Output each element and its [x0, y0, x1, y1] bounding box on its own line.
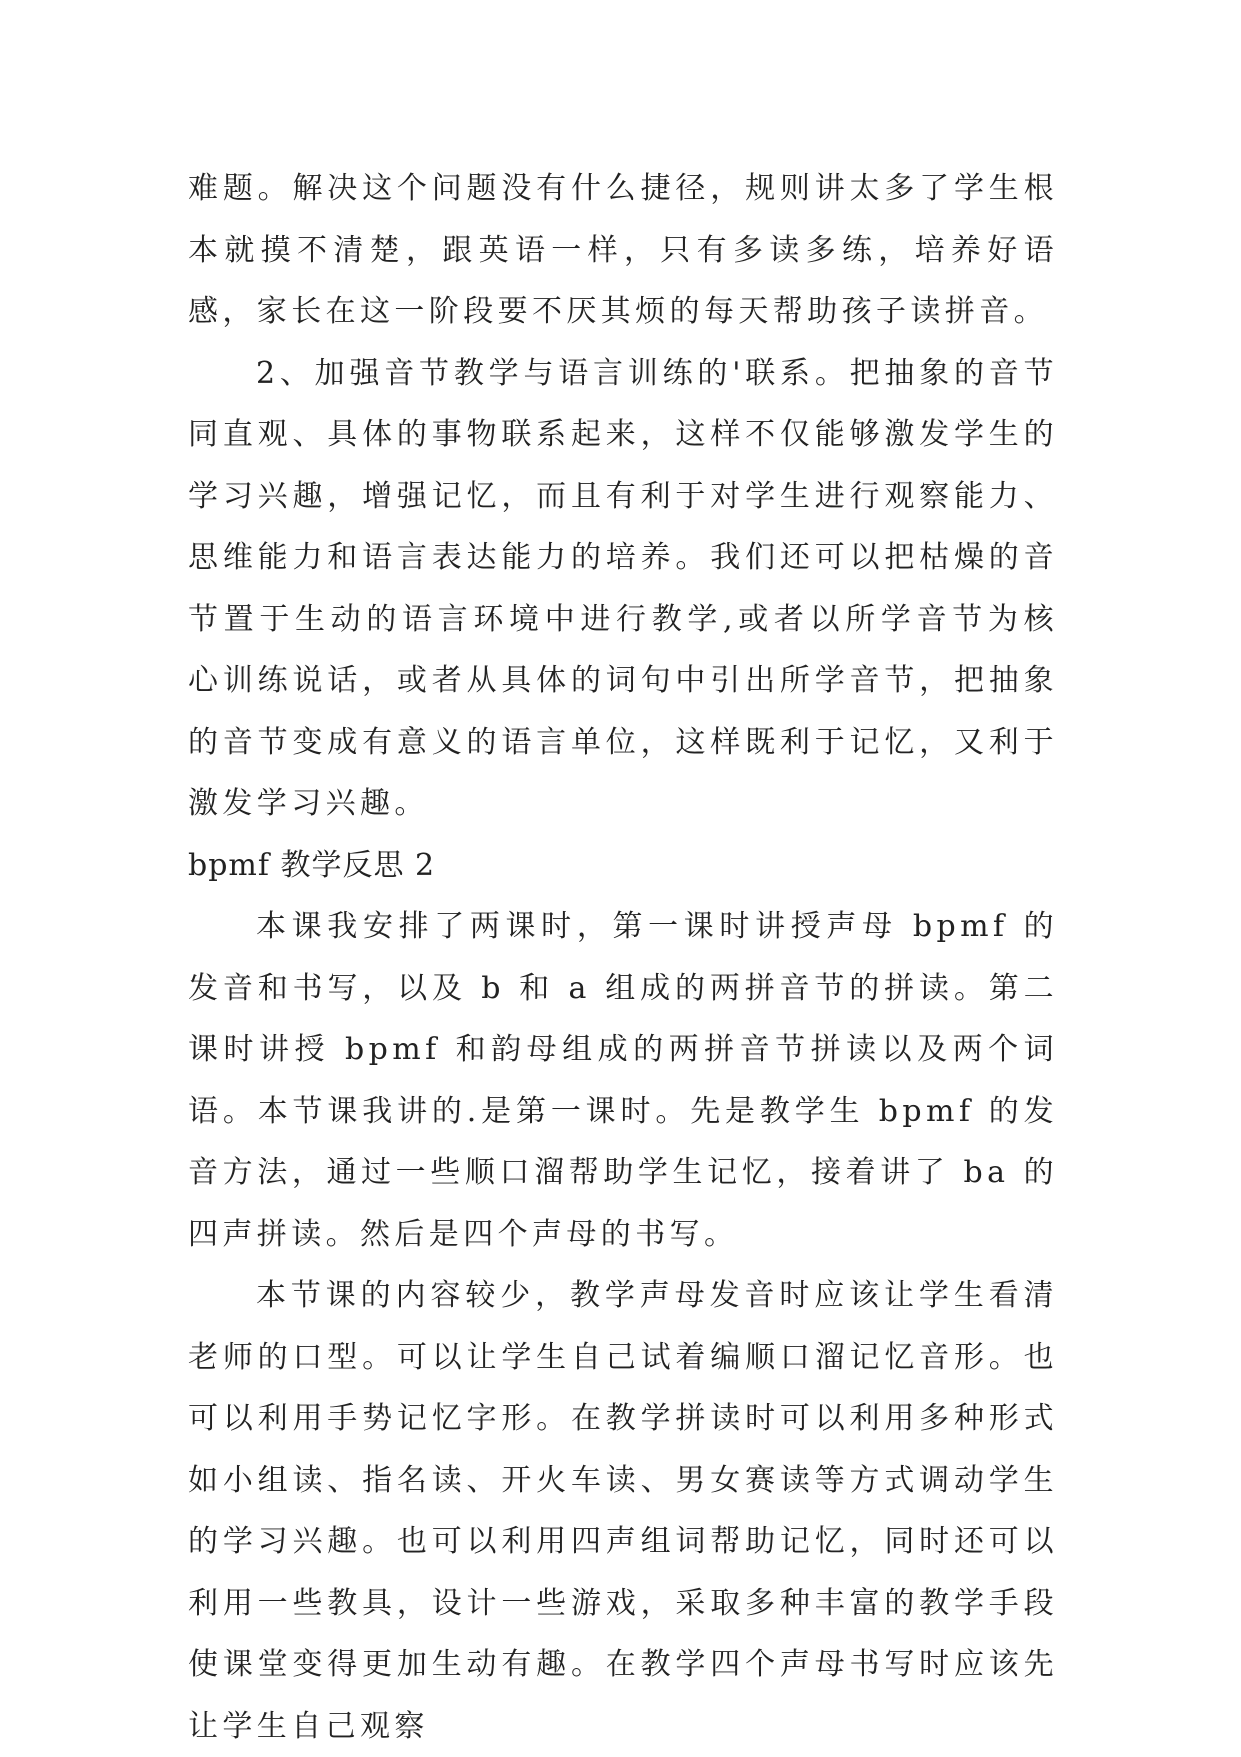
- paragraph-1: 难题。解决这个问题没有什么捷径，规则讲太多了学生根本就摸不清楚，跟英语一样，只有多读多练，培养好语感，家长在这一阶段要不厌其烦的每天帮助孩子读拼音。: [188, 171, 1058, 329]
- paragraph-2: 2、加强音节教学与语言训练的'联系。把抽象的音节同直观、具体的事物联系起来，这样不仅能够激发学生的学习兴趣，增强记忆，而且有利于对学生进行观察能力、思维能力和语言表达能力的培养。我们还可以把枯燥的音节置于生动的语言环境中进行教学,或者以所学音节为核心训练说话，或者从具体的词句中引出所学音节，把抽象的音节变成有意义的语言单位，这样既利于记忆，又利于激发学习兴趣。: [188, 355, 1058, 821]
- paragraph-4: 本节课的内容较少，教学声母发音时应该让学生看清老师的口型。可以让学生自己试着编顺口溜记忆音形。也可以利用手势记忆字形。在教学拼读时可以利用多种形式如小组读、指名读、开火车读、男女赛读等方式调动学生的学习兴趣。也可以利用四声组词帮助记忆，同时还可以利用一些教具，设计一些游戏，采取多种丰富的教学手段使课堂变得更加生动有趣。在教学四个声母书写时应该先让学生自己观察: [188, 1278, 1058, 1744]
- document-body: [188, 158, 1058, 1757]
- section-heading: bpmf 教学反思 2: [188, 847, 436, 883]
- paragraph-3: 本课我安排了两课时，第一课时讲授声母 bpmf 的发音和书写，以及 b 和 a 组成的两拼音节的拼读。第二课时讲授 bpmf 和韵母组成的两拼音节拼读以及两个词语。本节课我讲的.是第一课时。先是教学生 bpmf 的发音方法，通过一些顺口溜帮助学生记忆，接着讲了 ba 的四声拼读。然后是四个声母的书写。: [188, 909, 1058, 1252]
